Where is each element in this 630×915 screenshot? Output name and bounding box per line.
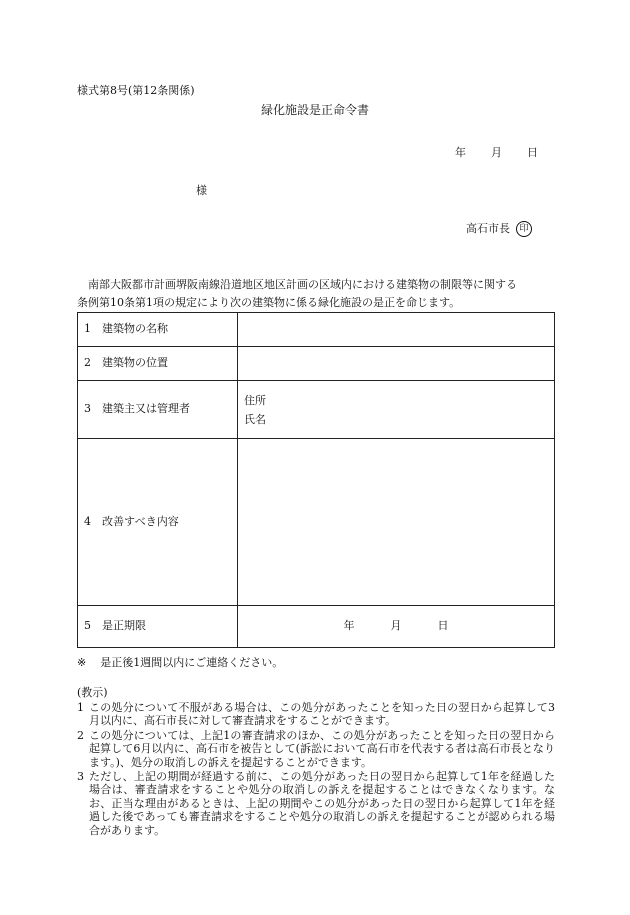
- deadline-value: [238, 606, 555, 648]
- form-number: 様式第8号(第12条関係): [77, 84, 195, 97]
- table-row-owner: [78, 381, 555, 439]
- instructions-heading: (教示): [77, 686, 108, 699]
- building-name-label: 1 建築物の名称: [78, 313, 238, 347]
- intro-line-1: 南部大阪都市計画堺阪南線沿道地区地区計画の区域内における建築物の制限等に関する: [88, 278, 517, 291]
- instruction-text: ただし、上記の期間が経過する前に、この処分があった日の翌日から起算して1年を経過した場合は、審査請求をすることや処分の取消しの訴えを提起することはできなくなります。なお、正当な理由があるときは、上記の期間やこの処分があった日の翌日から起算して1年を経過した後であっても審査請求をすることや処分の取消しの訴えを提起することが認められる場合があります。: [89, 770, 555, 837]
- instruction-number: 3: [77, 770, 84, 784]
- issuer-block: [466, 221, 532, 237]
- note-mark: ※: [77, 656, 87, 669]
- issue-date: [455, 146, 538, 160]
- issuer-name: 高石市長: [466, 221, 510, 235]
- instruction-number: 2: [77, 728, 84, 742]
- addressee-suffix: 様: [196, 184, 207, 197]
- intro-line-2: 条例第10条第1項の規定により次の建築物に係る緑化施設の是正を命じます。: [77, 296, 461, 309]
- deadline-year: 年: [343, 619, 355, 633]
- instruction-item: [77, 770, 555, 837]
- deadline-label: 5 是正期限: [78, 606, 238, 648]
- deadline-month: 月: [390, 619, 402, 633]
- instruction-item: [77, 729, 555, 769]
- date-day: 日: [527, 146, 538, 159]
- table-row-building-name: [78, 313, 555, 347]
- instruction-item: [77, 701, 555, 728]
- instructions-section: [77, 685, 555, 837]
- table-row-building-location: [78, 347, 555, 381]
- owner-address-label: 住所: [244, 393, 266, 407]
- contact-note: [77, 656, 283, 670]
- improvements-value: [238, 439, 555, 606]
- note-text: 是正後1週間以内にご連絡ください。: [100, 656, 284, 669]
- order-details-table: [77, 312, 555, 648]
- owner-name-label: 氏名: [244, 412, 266, 426]
- date-month: 月: [491, 146, 502, 159]
- owner-value: [238, 381, 555, 439]
- instruction-number: 1: [77, 701, 84, 714]
- building-location-value: [238, 347, 555, 381]
- document-title: 緑化施設是正命令書: [260, 103, 369, 117]
- improvements-label: 4 改善すべき内容: [78, 439, 238, 606]
- instruction-text: この処分について不服がある場合は、この処分があったことを知った日の翌日から起算して3月以内に、高石市長に対して審査請求をすることができます。: [89, 701, 555, 728]
- seal-mark: 印: [516, 221, 532, 237]
- owner-label: 3 建築主又は管理者: [78, 381, 238, 439]
- building-name-value: [238, 313, 555, 347]
- table-row-improvements: [78, 439, 555, 606]
- date-year: 年: [455, 146, 466, 159]
- building-location-label: 2 建築物の位置: [78, 347, 238, 381]
- intro-paragraph: [77, 276, 553, 312]
- instruction-text: この処分については、上記1の審査請求のほか、この処分があったことを知った日の翌日から起算して6月以内に、高石市を被告として(訴訟において高石市を代表する者は高石市長となります。)、処分の取消しの訴えを提起することができます。: [89, 728, 555, 769]
- table-row-deadline: [78, 606, 555, 648]
- deadline-day: 日: [437, 619, 449, 633]
